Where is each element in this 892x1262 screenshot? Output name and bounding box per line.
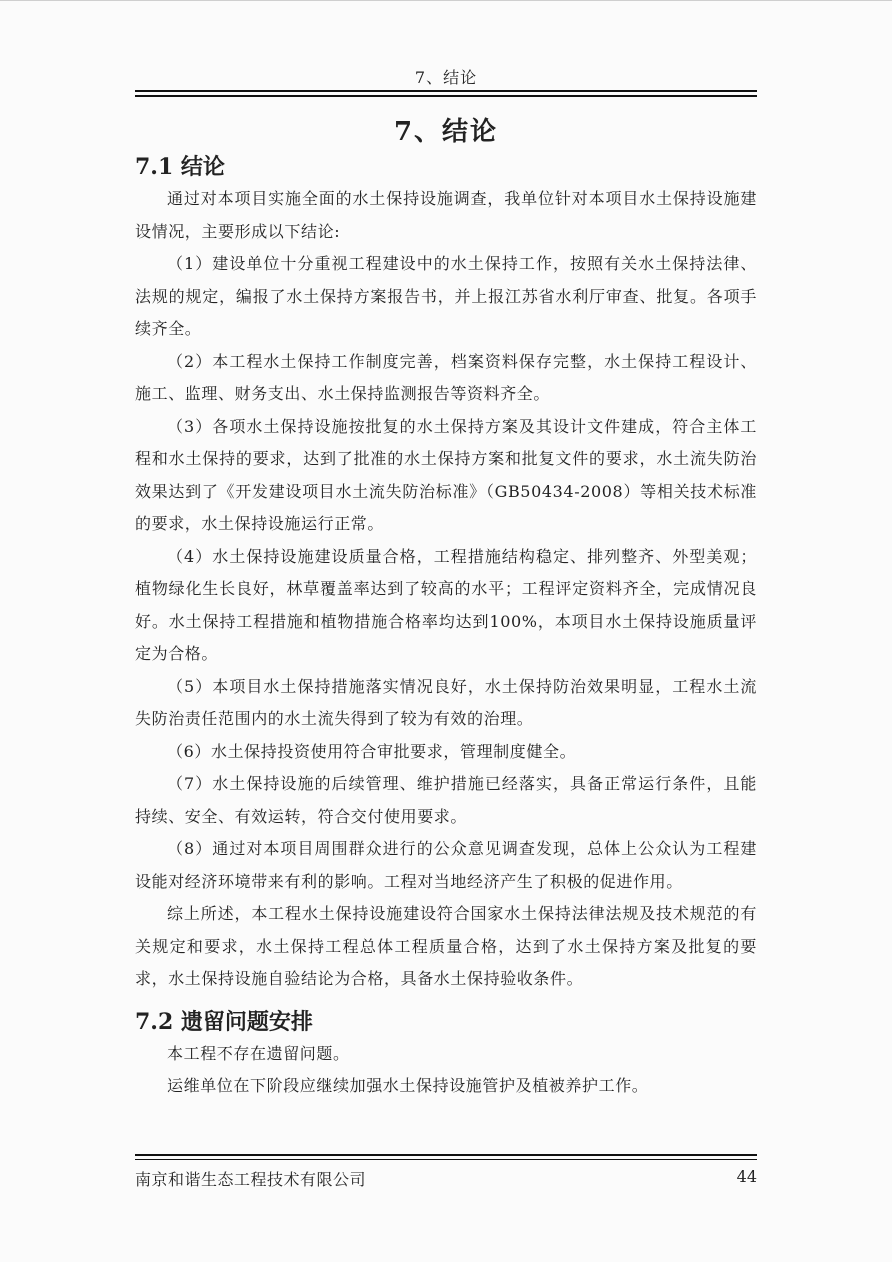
header-divider [135,90,757,97]
paragraph-no-issues: 本工程不存在遗留问题。 [167,1043,350,1063]
paragraph-maintenance: 运维单位在下阶段应继续加强水土保持设施管护及植被养护工作。 [167,1076,649,1095]
paragraph-item-2: （2）本工程水土保持工作制度完善，档案资料保存完整，水土保持工程设计、施工、监理、财务支出、水土保持监测报告等资料齐全。 [135,351,757,403]
paragraph-item-4: （4）水土保持设施建设质量合格，工程措施结构稳定、排列整齐、外型美观；植物绿化生长良好，林草覆盖率达到了较高的水平；工程评定资料齐全，完成情况良好。水土保持工程措施和植物措施合格率均达到100%，本项目水土保持设施质量评定为合格。 [135,546,757,663]
paragraph-summary: 综上所述，本工程水土保持设施建设符合国家水土保持法律法规及技术规范的有关规定和要求，水土保持工程总体工程质量合格，达到了水土保持方案及批复的要求，水土保持设施自验结论为合格，具备水土保持验收条件。 [135,904,757,988]
paragraph-item-6: （6）水土保持投资使用符合审批要求，管理制度健全。 [167,741,577,761]
paragraph-item-5: （5）本项目水土保持措施落实情况良好，水土保持防治效果明显，工程水土流失防治责任范围内的水土流失得到了较为有效的治理。 [135,676,757,728]
paragraph-item-3: （3）各项水土保持设施按批复的水土保持方案及其设计文件建成，符合主体工程和水土保持的要求，达到了批准的水土保持方案和批复文件的要求，水土流失防治效果达到了《开发建设项目水土流失防治标准》（GB50434-2008）等相关技术标准的要求，水土保持设施运行正常。 [135,416,757,533]
page-number: 44 [736,1167,757,1186]
footer-divider [135,1154,757,1160]
section-heading-7-1: 7.1 结论 [135,154,225,180]
running-header: 7、结论 [414,68,478,87]
paragraph-item-8: （8）通过对本项目周围群众进行的公众意见调查发现，总体上公众认为工程建设能对经济环境带来有利的影响。工程对当地经济产生了积极的促进作用。 [135,839,757,891]
paragraph-item-7: （7）水土保持设施的后续管理、维护措施已经落实，具备正常运行条件，且能持续、安全、有效运转，符合交付使用要求。 [135,774,757,826]
footer-company: 南京和谐生态工程技术有限公司 [135,1170,367,1189]
chapter-title: 7、结论 [393,117,499,147]
section-heading-7-2: 7.2 遗留问题安排 [135,1008,313,1035]
page-content [135,151,757,1103]
paragraph-item-1: （1）建设单位十分重视工程建设中的水土保持工作，按照有关水土保持法律、法规的规定，编报了水土保持方案报告书，并上报江苏省水利厅审查、批复。各项手续齐全。 [135,254,757,338]
paragraph-intro: 通过对本项目实施全面的水土保持设施调查，我单位针对本项目水土保持设施建设情况，主要形成以下结论: [135,189,757,241]
